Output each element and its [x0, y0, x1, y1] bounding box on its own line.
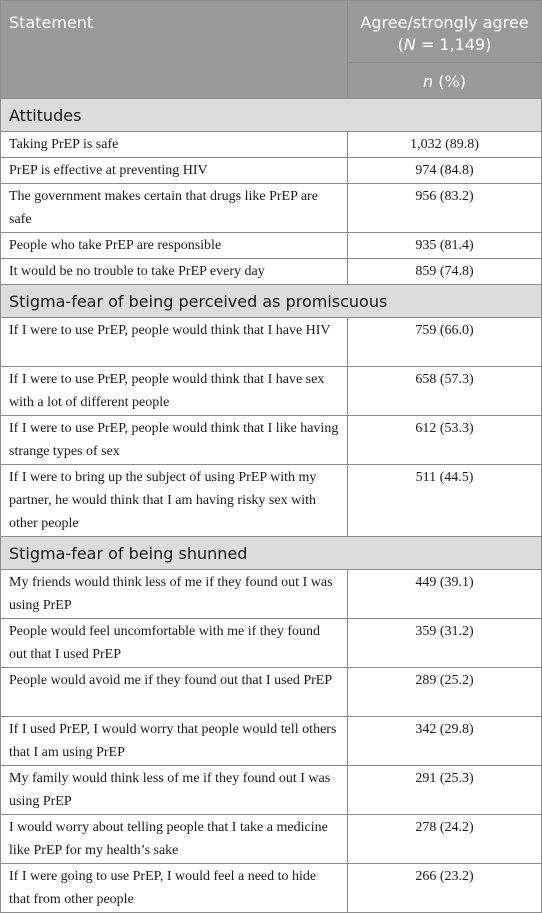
table-row	[1, 815, 542, 864]
value-cell: 759 (66.0)	[348, 318, 542, 367]
table-row	[1, 864, 542, 913]
statement-cell: If I were to use PrEP, people would think that I have sex with a lot of different people	[1, 367, 348, 416]
table-row	[1, 158, 542, 184]
statement-column-header: Statement	[1, 1, 348, 99]
section-title: Attitudes	[1, 99, 542, 132]
statement-cell: I would worry about telling people that I take a medicine like PrEP for my health’s sake	[1, 815, 348, 864]
table-row	[1, 416, 542, 465]
value-cell: 289 (25.2)	[348, 668, 542, 717]
table-row	[1, 668, 542, 717]
table-row	[1, 619, 542, 668]
value-cell: 449 (39.1)	[348, 570, 542, 619]
section-header-row	[1, 285, 542, 318]
value-cell: 859 (74.8)	[348, 259, 542, 285]
statement-cell: My family would think less of me if they found out I was using PrEP	[1, 766, 348, 815]
table-row	[1, 465, 542, 537]
statement-cell: People would avoid me if they found out that I used PrEP	[1, 668, 348, 717]
statement-cell: People who take PrEP are responsible	[1, 233, 348, 259]
statement-cell: It would be no trouble to take PrEP every day	[1, 259, 348, 285]
statement-cell: People would feel uncomfortable with me if they found out that I used PrEP	[1, 619, 348, 668]
section-header-row	[1, 99, 542, 132]
agree-label: Agree/strongly agree	[360, 13, 529, 32]
statement-cell: If I were to use PrEP, people would think that I like having strange types of sex	[1, 416, 348, 465]
value-cell: 974 (84.8)	[348, 158, 542, 184]
statement-cell: If I were going to use PrEP, I would feel a need to hide that from other people	[1, 864, 348, 913]
table-row	[1, 570, 542, 619]
value-cell: 1,032 (89.8)	[348, 132, 542, 158]
agree-column-header	[348, 1, 542, 63]
section-title: Stigma-fear of being perceived as promiscuous	[1, 285, 542, 318]
statement-cell: My friends would think less of me if they found out I was using PrEP	[1, 570, 348, 619]
value-cell: 342 (29.8)	[348, 717, 542, 766]
value-cell: 266 (23.2)	[348, 864, 542, 913]
statement-cell: PrEP is effective at preventing HIV	[1, 158, 348, 184]
section-title: Stigma-fear of being shunned	[1, 537, 542, 570]
table-row	[1, 318, 542, 367]
value-cell: 278 (24.2)	[348, 815, 542, 864]
statement-cell: If I were to bring up the subject of using PrEP with my partner, he would think that I am having risky sex with other people	[1, 465, 348, 537]
statement-cell: The government makes certain that drugs like PrEP are safe	[1, 184, 348, 233]
table-row	[1, 132, 542, 158]
table-row	[1, 717, 542, 766]
statement-cell: If I used PrEP, I would worry that people would tell others that I am using PrEP	[1, 717, 348, 766]
value-cell: 935 (81.4)	[348, 233, 542, 259]
value-cell: 359 (31.2)	[348, 619, 542, 668]
table-row	[1, 184, 542, 233]
sample-size-label: (N = 1,149)	[397, 35, 492, 54]
value-cell: 612 (53.3)	[348, 416, 542, 465]
value-cell: 658 (57.3)	[348, 367, 542, 416]
value-cell: 291 (25.3)	[348, 766, 542, 815]
section-header-row	[1, 537, 542, 570]
statement-cell: Taking PrEP is safe	[1, 132, 348, 158]
value-cell: 511 (44.5)	[348, 465, 542, 537]
table-row	[1, 259, 542, 285]
statement-cell: If I were to use PrEP, people would think that I have HIV	[1, 318, 348, 367]
table-body	[1, 99, 542, 913]
table-row	[1, 233, 542, 259]
n-percent-subheader: n (%)	[348, 63, 542, 99]
table-row	[1, 766, 542, 815]
table-row	[1, 367, 542, 416]
value-cell: 956 (83.2)	[348, 184, 542, 233]
